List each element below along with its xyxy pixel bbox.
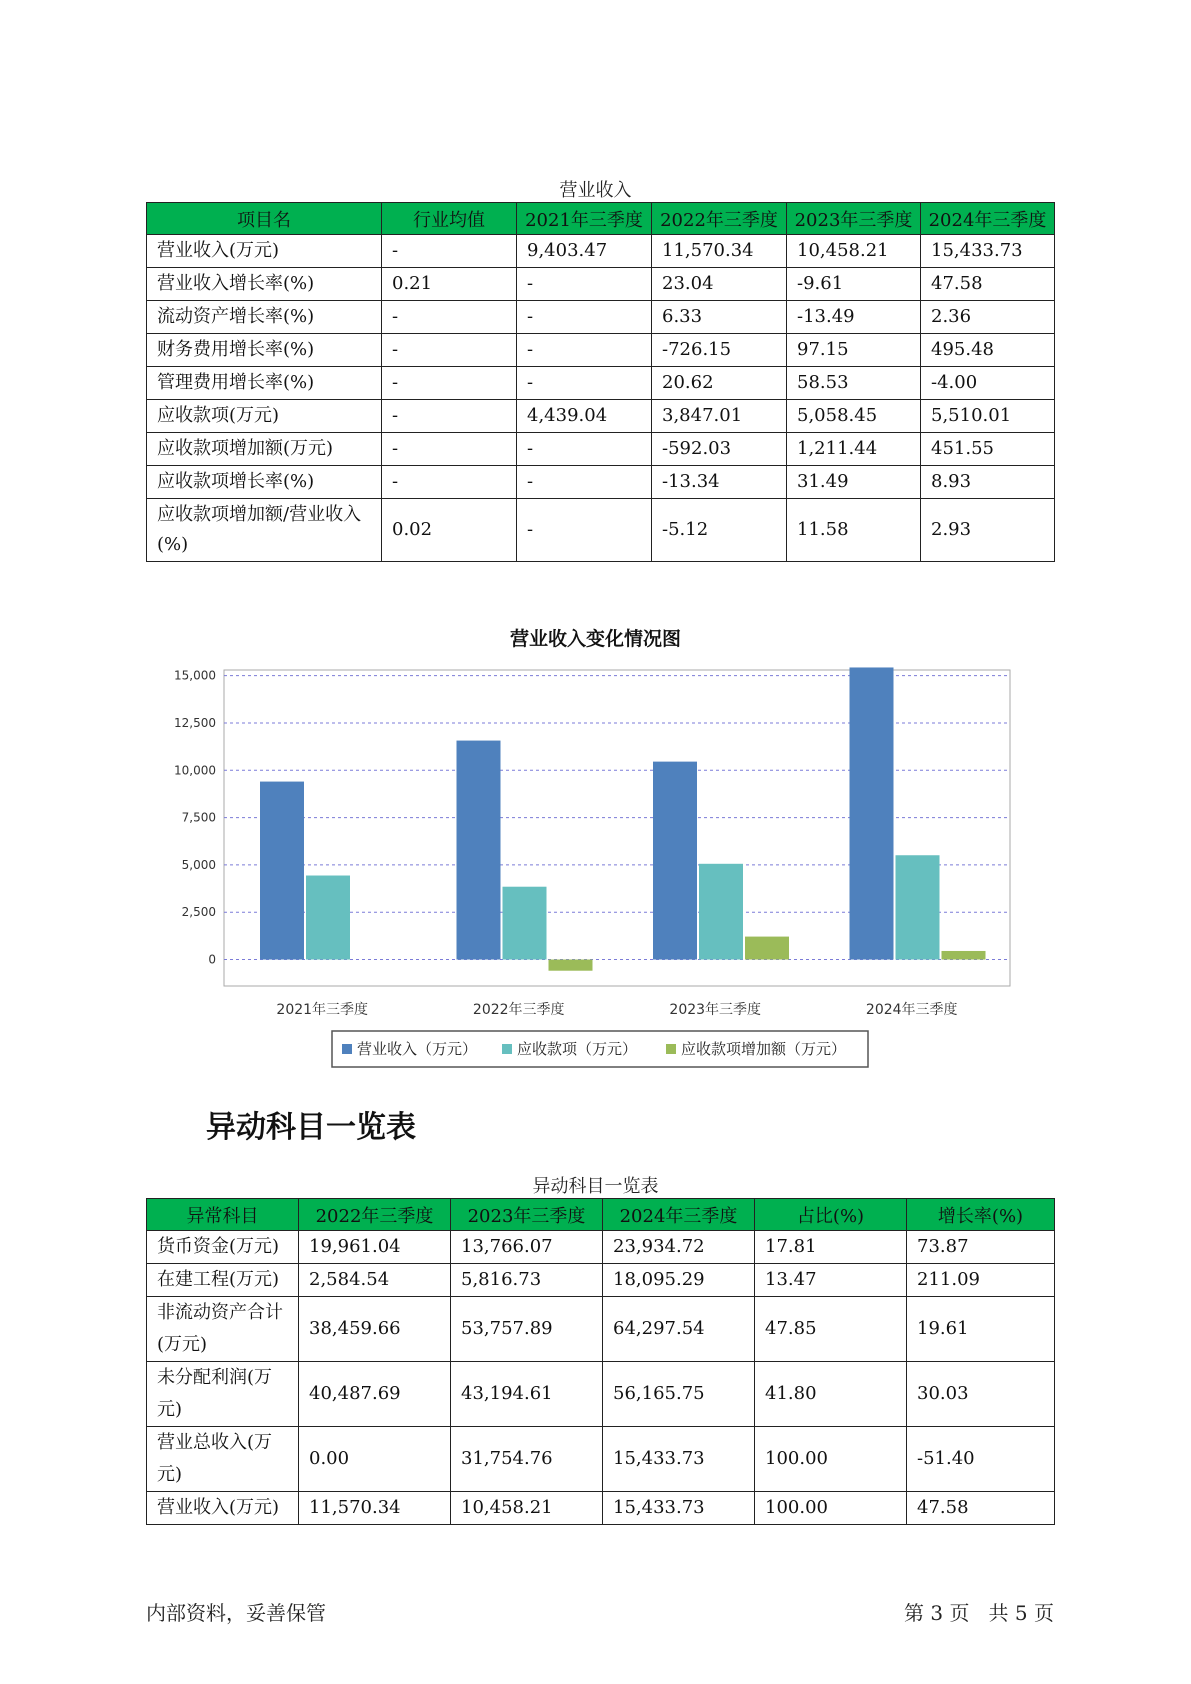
table-cell: 38,459.66: [299, 1297, 451, 1362]
table-cell: -51.40: [907, 1427, 1055, 1492]
table-cell: 30.03: [907, 1362, 1055, 1427]
footer-page-number: 第 3 页 共 5 页: [904, 1601, 1054, 1625]
x-tick-label: 2023年三季度: [669, 1002, 762, 1018]
table-cell: 41.80: [755, 1362, 907, 1427]
column-header: 异常科目: [147, 1199, 299, 1231]
table-cell: 19,961.04: [299, 1231, 451, 1264]
table-cell: 56,165.75: [603, 1362, 755, 1427]
column-header: 项目名: [147, 203, 382, 235]
y-tick-label: 5,000: [181, 857, 216, 872]
table-cell: 0.00: [299, 1427, 451, 1492]
table-row: [147, 499, 1055, 562]
table-cell: -: [382, 400, 517, 433]
table-cell: -: [517, 334, 652, 367]
table-cell: 31.49: [787, 466, 921, 499]
table-cell: 10,458.21: [787, 235, 921, 268]
table1-caption: 营业收入: [559, 180, 632, 201]
table-cell: -13.34: [652, 466, 787, 499]
table-cell: 10,458.21: [451, 1492, 603, 1525]
table-cell: 5,510.01: [921, 400, 1055, 433]
table-cell: 64,297.54: [603, 1297, 755, 1362]
table-cell: 2,584.54: [299, 1264, 451, 1297]
table-cell: 2.36: [921, 301, 1055, 334]
table-cell: 47.58: [921, 268, 1055, 301]
table2-caption: 异动科目一览表: [532, 1176, 659, 1197]
y-tick-label: 7,500: [181, 810, 216, 825]
table-cell: 58.53: [787, 367, 921, 400]
table-cell: -4.00: [921, 367, 1055, 400]
column-header: 增长率(%): [907, 1199, 1055, 1231]
chart-title: 营业收入变化情况图: [509, 628, 681, 650]
table-cell: 31,754.76: [451, 1427, 603, 1492]
table-row: [147, 301, 1055, 334]
table-row: [147, 367, 1055, 400]
table-cell: 495.48: [921, 334, 1055, 367]
table-cell: 100.00: [755, 1492, 907, 1525]
footer-confidential-note: 内部资料，妥善保管: [146, 1601, 326, 1625]
table-cell: -: [517, 268, 652, 301]
bar: [306, 876, 350, 960]
table-cell: 5,058.45: [787, 400, 921, 433]
table-row: [147, 268, 1055, 301]
table-cell: 451.55: [921, 433, 1055, 466]
row-label: 营业收入(万元): [147, 1492, 299, 1525]
table-cell: -13.49: [787, 301, 921, 334]
table-cell: 13.47: [755, 1264, 907, 1297]
bar: [653, 762, 697, 960]
table-cell: 8.93: [921, 466, 1055, 499]
table-row: [147, 1231, 1055, 1264]
table-cell: 4,439.04: [517, 400, 652, 433]
column-header: 2022年三季度: [652, 203, 787, 235]
table-cell: 19.61: [907, 1297, 1055, 1362]
table-cell: -: [382, 466, 517, 499]
column-header: 占比(%): [755, 1199, 907, 1231]
row-label: 应收款项(万元): [147, 400, 382, 433]
table-cell: 100.00: [755, 1427, 907, 1492]
row-label: 应收款项增长率(%): [147, 466, 382, 499]
table-cell: 47.58: [907, 1492, 1055, 1525]
table-cell: 73.87: [907, 1231, 1055, 1264]
table-cell: -: [517, 301, 652, 334]
y-tick-label: 0: [208, 952, 216, 967]
table-row: [147, 1492, 1055, 1525]
table-cell: -726.15: [652, 334, 787, 367]
column-header: 2024年三季度: [603, 1199, 755, 1231]
table-row: [147, 334, 1055, 367]
table-cell: -: [382, 301, 517, 334]
table-cell: -: [382, 433, 517, 466]
table-cell: -: [517, 466, 652, 499]
table-cell: -: [382, 334, 517, 367]
bar: [549, 960, 593, 971]
table-cell: -: [517, 367, 652, 400]
table-row: [147, 1362, 1055, 1427]
table-cell: 47.85: [755, 1297, 907, 1362]
table-cell: 1,211.44: [787, 433, 921, 466]
table-cell: 23.04: [652, 268, 787, 301]
row-label: 在建工程(万元): [147, 1264, 299, 1297]
table-cell: 2.93: [921, 499, 1055, 562]
revenue-table: [146, 202, 1055, 562]
column-header: 2023年三季度: [451, 1199, 603, 1231]
abnormal-items-table: [146, 1198, 1055, 1525]
bar: [745, 937, 789, 960]
row-label: 营业总收入(万元): [147, 1427, 299, 1492]
table-cell: 0.21: [382, 268, 517, 301]
row-label: 非流动资产合计(万元): [147, 1297, 299, 1362]
table-cell: 97.15: [787, 334, 921, 367]
table-cell: -9.61: [787, 268, 921, 301]
table-row: [147, 1264, 1055, 1297]
bar: [896, 855, 940, 959]
table-cell: 11.58: [787, 499, 921, 562]
table-cell: 15,433.73: [603, 1492, 755, 1525]
row-label: 财务费用增长率(%): [147, 334, 382, 367]
table-header-row: [147, 203, 1055, 235]
x-tick-label: 2022年三季度: [472, 1002, 565, 1018]
y-tick-label: 2,500: [181, 905, 216, 920]
table-cell: -5.12: [652, 499, 787, 562]
legend-swatch: [666, 1044, 676, 1054]
table-cell: 15,433.73: [603, 1427, 755, 1492]
y-tick-label: 15,000: [174, 668, 216, 683]
table-cell: 20.62: [652, 367, 787, 400]
row-label: 未分配利润(万元): [147, 1362, 299, 1427]
row-label: 营业收入(万元): [147, 235, 382, 268]
legend-label: 应收款项增加额（万元）: [681, 1040, 847, 1058]
table-cell: 17.81: [755, 1231, 907, 1264]
table-cell: 211.09: [907, 1264, 1055, 1297]
row-label: 应收款项增加额(万元): [147, 433, 382, 466]
legend-swatch: [502, 1044, 512, 1054]
column-header: 2022年三季度: [299, 1199, 451, 1231]
table-row: [147, 433, 1055, 466]
bar: [457, 741, 501, 960]
table-row: [147, 466, 1055, 499]
table-cell: 0.02: [382, 499, 517, 562]
table-row: [147, 1427, 1055, 1492]
y-tick-label: 12,500: [174, 715, 216, 730]
table-cell: 9,403.47: [517, 235, 652, 268]
table-cell: 6.33: [652, 301, 787, 334]
table-cell: 15,433.73: [921, 235, 1055, 268]
bar: [503, 887, 547, 960]
column-header: 行业均值: [382, 203, 517, 235]
table-cell: -: [382, 235, 517, 268]
column-header: 2024年三季度: [921, 203, 1055, 235]
row-label: 流动资产增长率(%): [147, 301, 382, 334]
table-cell: -592.03: [652, 433, 787, 466]
x-tick-label: 2021年三季度: [276, 1002, 369, 1018]
bar: [260, 782, 304, 960]
table-cell: -: [517, 499, 652, 562]
bar: [699, 864, 743, 960]
bar: [850, 667, 894, 959]
row-label: 管理费用增长率(%): [147, 367, 382, 400]
revenue-bar-chart: [146, 660, 1046, 1070]
legend-label: 应收款项（万元）: [517, 1040, 638, 1058]
section-heading: 异动科目一览表: [206, 1110, 416, 1145]
table-cell: 5,816.73: [451, 1264, 603, 1297]
table-row: [147, 400, 1055, 433]
table-header-row: [147, 1199, 1055, 1231]
y-tick-label: 10,000: [174, 763, 216, 778]
table-row: [147, 1297, 1055, 1362]
x-tick-label: 2024年三季度: [865, 1002, 958, 1018]
column-header: 2023年三季度: [787, 203, 921, 235]
table-cell: 40,487.69: [299, 1362, 451, 1427]
legend-label: 营业收入（万元）: [357, 1040, 478, 1058]
table-cell: -: [517, 433, 652, 466]
legend-swatch: [342, 1044, 352, 1054]
table-cell: 53,757.89: [451, 1297, 603, 1362]
row-label: 应收款项增加额/营业收入(%): [147, 499, 382, 562]
table-cell: 18,095.29: [603, 1264, 755, 1297]
table-cell: 11,570.34: [652, 235, 787, 268]
row-label: 营业收入增长率(%): [147, 268, 382, 301]
table-cell: 43,194.61: [451, 1362, 603, 1427]
bar: [942, 951, 986, 960]
row-label: 货币资金(万元): [147, 1231, 299, 1264]
table-cell: -: [382, 367, 517, 400]
table-cell: 11,570.34: [299, 1492, 451, 1525]
table-cell: 13,766.07: [451, 1231, 603, 1264]
table-cell: 3,847.01: [652, 400, 787, 433]
table-cell: 23,934.72: [603, 1231, 755, 1264]
table-row: [147, 235, 1055, 268]
column-header: 2021年三季度: [517, 203, 652, 235]
